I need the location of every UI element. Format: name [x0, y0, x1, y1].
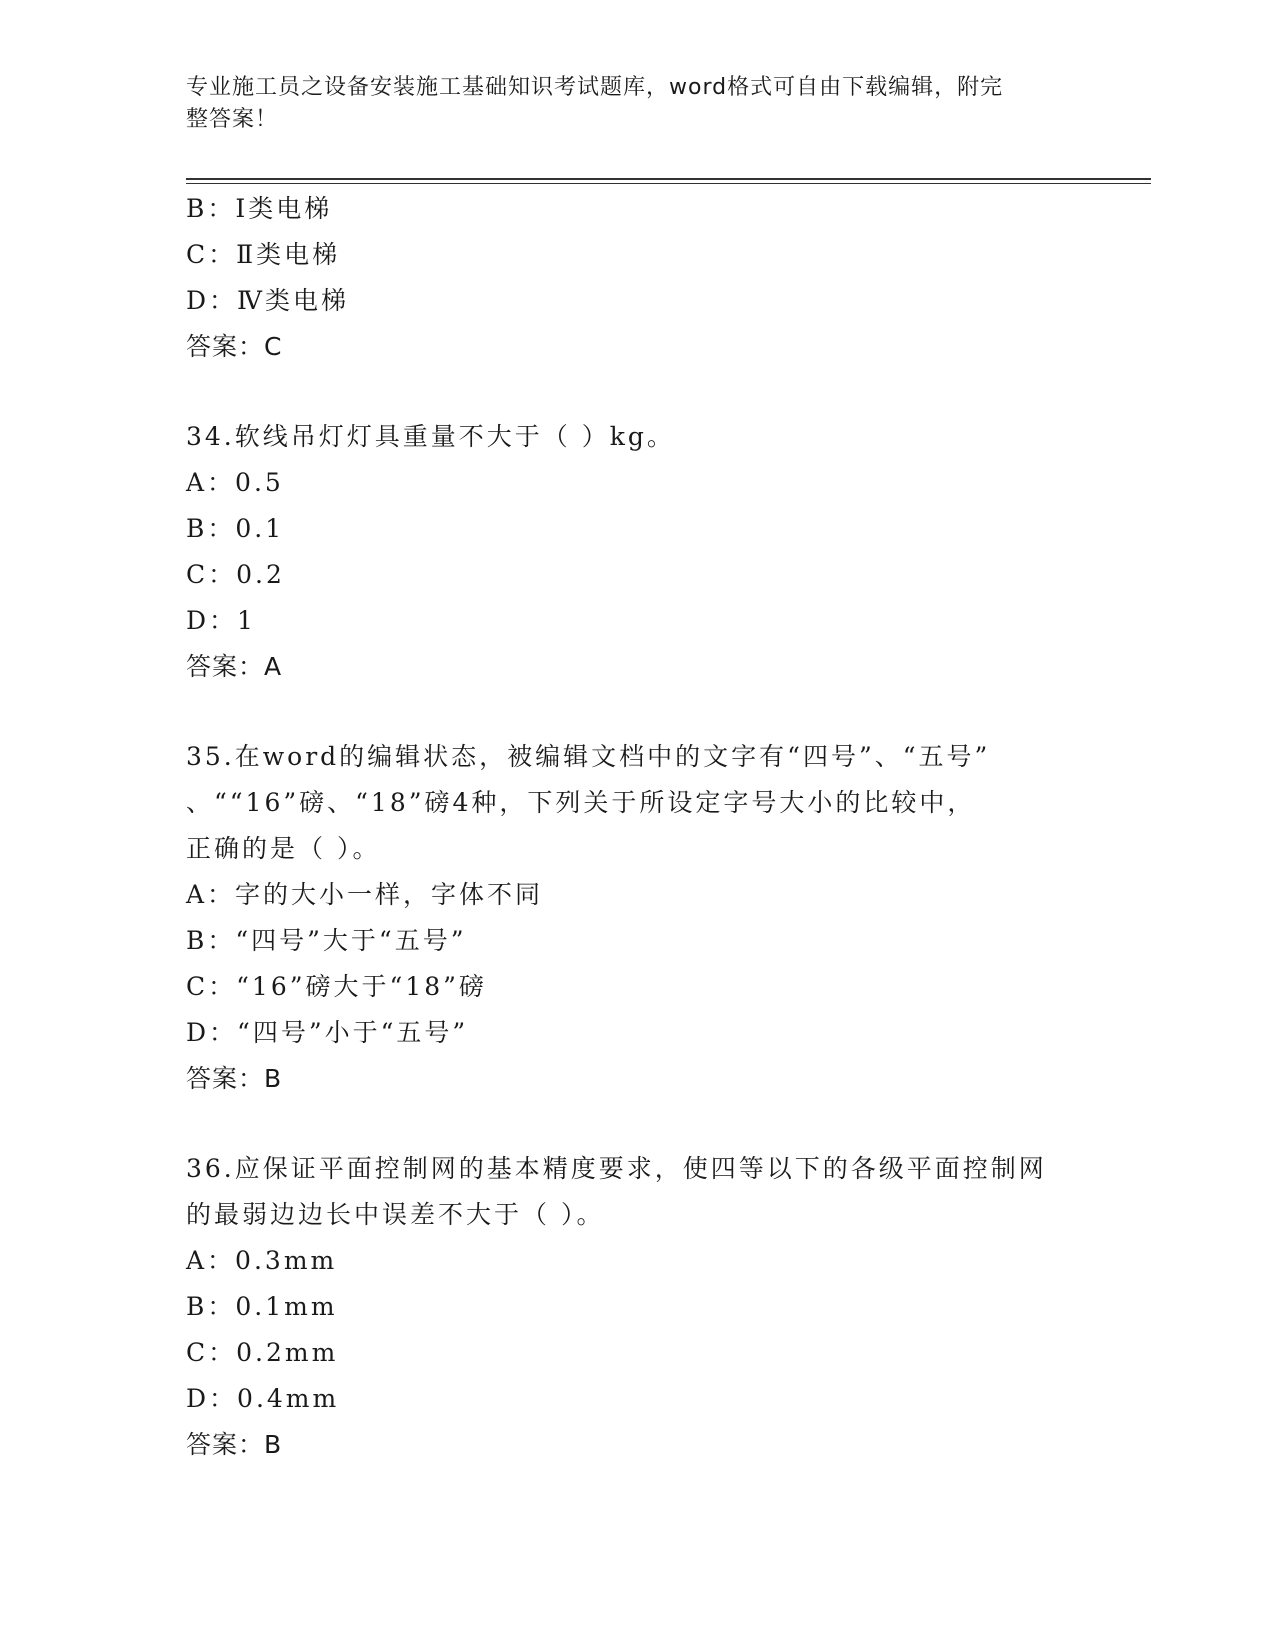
option-d: D：Ⅳ类电梯: [186, 286, 350, 315]
question-33-tail: [186, 186, 1086, 370]
option-b: B：Ⅰ类电梯: [186, 194, 333, 223]
option-d: D：“四号”小于“五号”: [186, 1018, 469, 1047]
header-line-2: 整答案！: [186, 107, 279, 132]
question-36: [186, 1146, 1086, 1468]
question-list: [186, 186, 1086, 1468]
option-a: A：0.5: [186, 468, 284, 497]
header-divider-thick: [186, 178, 1151, 180]
question-stem-line: 36.应保证平面控制网的基本精度要求，使四等以下的各级平面控制网: [186, 1154, 1047, 1183]
option-a: A：字的大小一样，字体不同: [186, 880, 544, 909]
option-b: B：“四号”大于“五号”: [186, 926, 467, 955]
option-b: B：0.1mm: [186, 1292, 338, 1321]
question-stem-line: 的最弱边边长中误差不大于（ ）。: [186, 1200, 605, 1229]
option-d: D：0.4mm: [186, 1384, 340, 1413]
answer: 答案：C: [186, 332, 283, 361]
question-stem-line: 35.在word的编辑状态，被编辑文档中的文字有“四号”、“五号”: [186, 742, 991, 771]
question-35: [186, 734, 1086, 1102]
question-stem: 34.软线吊灯灯具重量不大于（ ）kg。: [186, 422, 675, 451]
question-stem-line: 、““16”磅、“18”磅4种，下列关于所设定字号大小的比较中，: [186, 788, 976, 817]
answer: 答案：B: [186, 1430, 283, 1459]
document-header: [186, 72, 1086, 136]
question-34: [186, 414, 1086, 690]
option-d: D：1: [186, 606, 256, 635]
spacer: [186, 1102, 1086, 1146]
option-c: C：Ⅱ类电梯: [186, 240, 341, 269]
spacer: [186, 370, 1086, 414]
question-stem-line: 正确的是（ ）。: [186, 834, 381, 863]
option-c: C：0.2mm: [186, 1338, 339, 1367]
header-divider-thin: [186, 183, 1151, 184]
option-b: B：0.1: [186, 514, 285, 543]
header-line-1: 专业施工员之设备安装施工基础知识考试题库，word格式可自由下载编辑，附完: [186, 75, 1004, 100]
answer: 答案：B: [186, 1064, 283, 1093]
spacer: [186, 690, 1086, 734]
option-c: C：“16”磅大于“18”磅: [186, 972, 487, 1001]
option-a: A：0.3mm: [186, 1246, 338, 1275]
option-c: C：0.2: [186, 560, 285, 589]
answer: 答案：A: [186, 652, 283, 681]
